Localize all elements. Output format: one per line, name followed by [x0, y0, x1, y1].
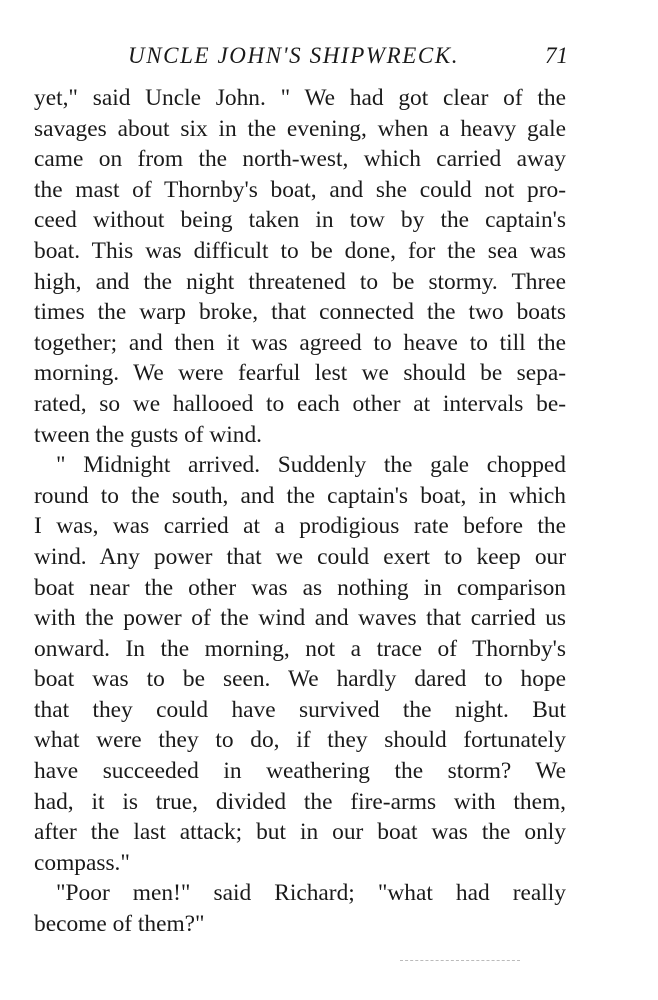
text-line: wind. Any power that we could exert to keep our	[34, 543, 566, 570]
text-line: together; and then it was agreed to heave to till the	[34, 329, 566, 356]
text-line: savages about six in the evening, when a heavy gale	[34, 115, 566, 142]
text-line: compass."	[34, 849, 130, 876]
paragraph-1	[34, 83, 566, 450]
text-line: yet," said Uncle John. " We had got clear of the	[34, 85, 566, 111]
text-line: that they could have survived the night. But	[34, 696, 566, 723]
text-line: tween the gusts of wind.	[34, 421, 263, 448]
text-line: onward. In the morning, not a trace of Thornby's	[34, 635, 566, 662]
text-line: what were they to do, if they should fortunately	[34, 727, 566, 754]
text-line: round to the south, and the captain's boat, in which	[34, 482, 566, 509]
text-line: with the power of the wind and waves that carried us	[34, 605, 566, 632]
page-number: 71	[545, 43, 568, 68]
text-line: boat. This was difficult to be done, for the sea was	[34, 237, 566, 264]
text-line: have succeeded in weathering the storm? We	[34, 758, 566, 785]
page-bottom-mark	[400, 960, 520, 963]
text-line: ceed without being taken in tow by the captain's	[34, 207, 566, 234]
text-line: rated, so we hallooed to each other at intervals be-	[34, 390, 566, 417]
text-line: had, it is true, divided the fire-arms with them,	[34, 788, 566, 815]
text-line: times the warp broke, that connected the two boats	[34, 299, 566, 326]
paragraph-2	[34, 450, 566, 878]
text-line: the mast of Thornby's boat, and she could not pro-	[34, 176, 566, 203]
running-title: UNCLE JOHN'S SHIPWRECK.	[128, 43, 460, 68]
text-line: came on from the north-west, which carried away	[34, 146, 566, 173]
body-text	[34, 83, 566, 940]
text-line: I was, was carried at a prodigious rate before the	[34, 513, 566, 540]
running-head	[34, 38, 574, 74]
text-line: become of them?"	[34, 911, 205, 938]
text-line: " Midnight arrived. Suddenly the gale chopped	[56, 452, 566, 479]
text-line: morning. We were fearful lest we should be sepa-	[34, 360, 566, 387]
paragraph-3	[34, 878, 566, 939]
text-line: boat was to be seen. We hardly dared to hope	[34, 666, 566, 693]
text-line: after the last attack; but in our boat was the only	[34, 819, 566, 846]
text-line: boat near the other was as nothing in comparison	[34, 574, 566, 601]
text-line: high, and the night threatened to be stormy. Three	[34, 268, 566, 295]
text-line: "Poor men!" said Richard; "what had really	[56, 880, 566, 907]
